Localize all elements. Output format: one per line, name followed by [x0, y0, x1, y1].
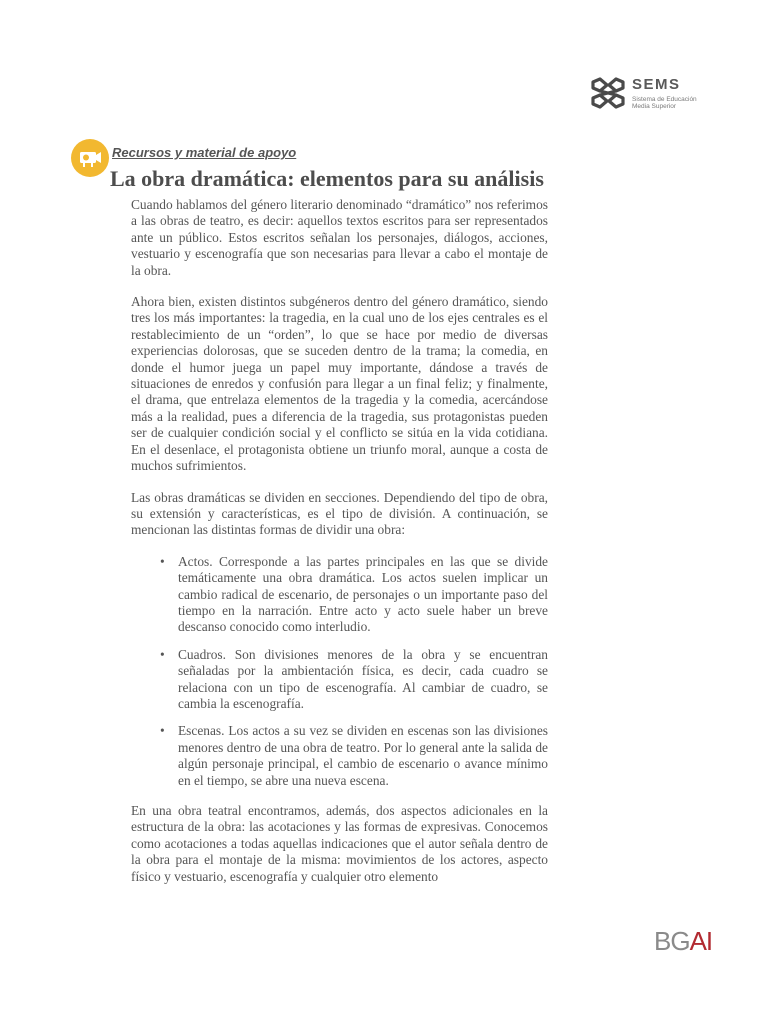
paragraph: Ahora bien, existen distintos subgéneros dentro del género dramático, siendo tres los más importantes: la tragedia, en la cual uno de los ejes centrales es el restablecimiento de un “orden”, lo que se hace por medio de diversas experiencias dolorosas, que se suceden dentro de la trama; la comedia, en donde el humor juega un papel muy importante, dándose a través de situaciones de enredos y confusión para llegar a un final feliz; y finalmente, el drama, que entrelaza elementos de la tragedia y la comedia, acercándose más a la realidad, pues a diferencia de la tragedia, sus protagonistas pueden ser de cualquier condición social y el conflicto se sitúa en la vida cotidiana. En el desenlace, el protagonista obtiene un triunfo moral, aunque a costa de muchos sufrimientos. — [131, 294, 548, 474]
sems-logo — [590, 76, 710, 114]
list-item-escenas: • Escenas. Los actos a su vez se dividen en escenas son las divisiones menores dentro de una obra de teatro. Por lo general ante la salida de algún personaje principal, el cambio de escenario o avance mínimo en el tiempo, se abre una nueva escena. — [178, 723, 548, 789]
section-badge — [71, 139, 109, 177]
section-kicker: Recursos y material de apoyo — [112, 145, 297, 160]
division-list — [131, 554, 548, 789]
sems-logo-subtitle: Sistema de Educación Media Superior — [632, 96, 697, 110]
document-body — [131, 197, 548, 900]
projector-icon — [78, 148, 102, 168]
bgai-logo — [654, 926, 712, 957]
page-title: La obra dramática: elementos para su análisis — [110, 166, 544, 191]
paragraph: En una obra teatral encontramos, además, dos aspectos adicionales en la estructura de la obra: las acotaciones y las formas de expresivas. Conocemos como acotaciones a todas aquellas indicaciones que el autor señala dentro de la obra para el montaje de la misma: movimientos de los actores, aspecto físico y vestuario, escenografía y cualquier otro elemento — [131, 803, 548, 884]
list-item-cuadros: • Cuadros. Son divisiones menores de la obra y se encuentran señaladas por la ambientación física, es decir, cada cuadro se relaciona con un tipo de escenografía. Al cambiar de cuadro, se cambia la escenografía. — [178, 647, 548, 713]
sems-knot-logo-icon — [590, 76, 626, 110]
sems-logo-name: SEMS — [632, 76, 681, 93]
bgai-logo-ai: AI — [689, 926, 713, 956]
paragraph: Las obras dramáticas se dividen en secciones. Dependiendo del tipo de obra, su extensión y características, es el tipo de división. A continuación, se mencionan las distintas formas de dividir una obra: — [131, 489, 548, 538]
paragraph: Cuando hablamos del género literario denominado “dramático” nos referimos a las obras de teatro, es decir: aquellos textos escritos para ser representados ante un público. Estos escritos señalan los personajes, diálogos, acciones, vestuario y escenografía que son necesarias para llevar a cabo el montaje de la obra. — [131, 197, 548, 278]
bgai-logo-bg: BG — [654, 926, 690, 956]
list-item-actos: • Actos. Corresponde a las partes principales en las que se divide temáticamente una obra dramática. Los actos suelen implicar un cambio radical de escenario, de personajes o un importante paso del tiempo en la narración. Entre acto y acto suele haber un breve descanso conocido como interludio. — [178, 554, 548, 636]
